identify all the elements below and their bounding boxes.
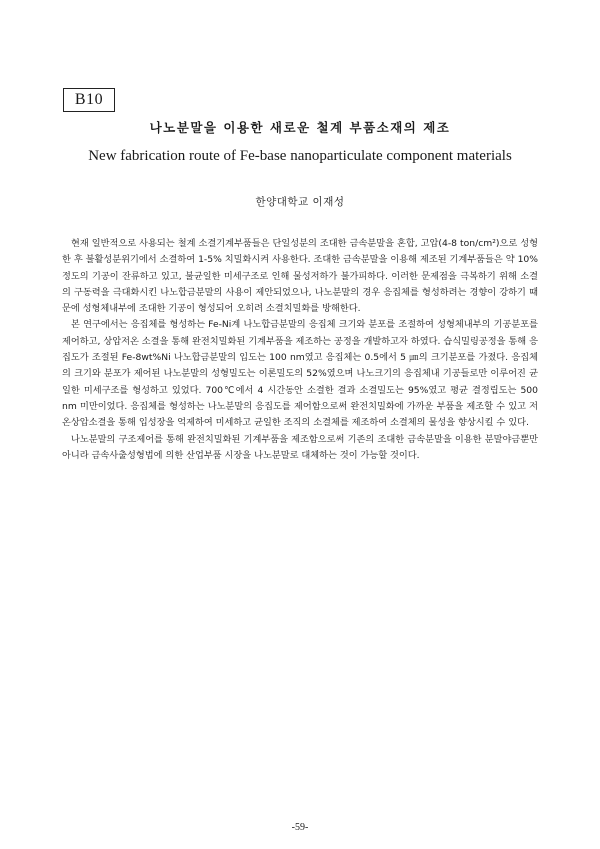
abstract-body [62, 236, 538, 464]
korean-title: 나노분말을 이용한 새로운 철계 부품소재의 제조 [149, 120, 451, 135]
abstract-code-box: B10 [63, 88, 115, 112]
page-number: -59- [291, 822, 309, 833]
paragraph-2: 본 연구에서는 응집체를 형성하는 Fe-Ni계 나노합금분말의 응집체 크기와 분포를 조절하여 성형체내부의 기공분포를 제어하고, 상압저온 소결을 통해 완전치밀화된 기계부품을 제조하는 공정을 개발하고자 하였다. 습식밀링공정을 통해 응집도가 조절된 Fe-8wt%Ni 나노합금분말의 입도는 100 nm였고 응집체는 0.5에서 5 ㎛의 크기분포를 가졌다. 응집체의 크기와 분포가 제어된 나노분말의 성형밀도는 이론밀도의 52%였으며 나노크기의 응집체내 기공들로만 이루어진 균일한 미세구조를 형성하고 있었다. 700℃에서 4 시간동안 소결한 결과 소결밀도는 95%였고 평균 결정립도는 500 nm 미만이었다. 응집체를 형성하는 나노분말의 응집도를 제어함으로써 완전치밀화에 가까운 부품을 제조할 수 있고 저온상압소결을 통해 입성장을 억제하여 미세하고 균일한 조직의 소결체를 제조하여 소결체의 물성을 향상시킬 수 있다. [62, 319, 538, 429]
author-affiliation: 한양대학교 이재성 [255, 196, 345, 208]
paragraph-1: 현재 일반적으로 사용되는 철계 소결기계부품들은 단일성분의 조대한 금속분말을 혼합, 고압(4-8 ton/cm²)으로 성형 한 후 불활성분위기에서 소결하여 1-5% 치밀화시켜 사용한다. 조대한 금속분말을 이용해 제조된 기계부품들은 약 10% 정도의 기공이 잔류하고 있고, 불균일한 미세구조로 인해 물성저하가 불가피하다. 이러한 문제점을 극복하기 위해 소결의 구동력을 극대화시킨 나노합금분말의 사용이 제안되었으나, 나노분말의 경우 응집체를 형성하려는 경향이 강하기 때문에 성형체내부에 조대한 기공이 형성되어 오히려 소결치밀화를 방해한다. [62, 238, 538, 315]
english-title: New fabrication route of Fe-base nanoparticulate component materials [88, 148, 512, 164]
paragraph-3: 나노분말의 구조제어를 통해 완전치밀화된 기계부품을 제조함으로써 기존의 조대한 금속분말을 이용한 분말야금뿐만 아니라 금속사출성형법에 의한 산업부품 시장을 나노분말로 대체하는 것이 가능할 것이다. [62, 433, 538, 461]
